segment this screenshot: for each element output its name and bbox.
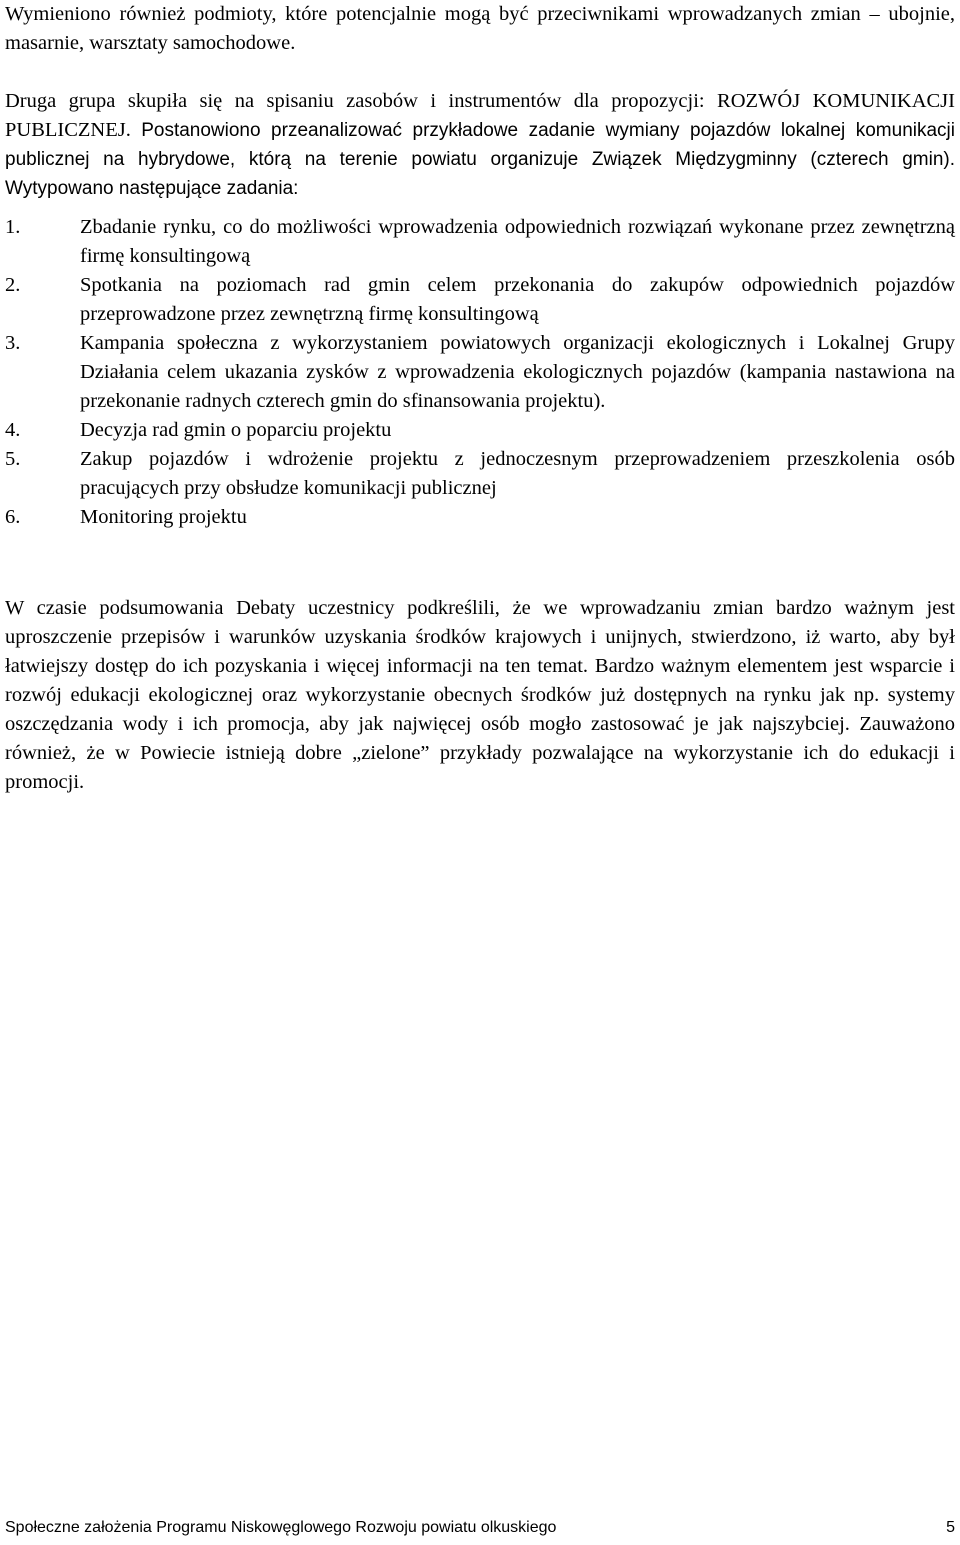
list-item xyxy=(5,416,955,445)
list-item-text: Spotkania na poziomach rad gmin celem przekonania do zakupów odpowiednich pojazdów przeprowadzone przez zewnętrzną firmę konsultingową xyxy=(80,274,955,325)
task-list xyxy=(5,213,955,532)
list-item-number: 1. xyxy=(5,216,21,238)
page-number: 5 xyxy=(946,1519,955,1536)
list-item-number: 6. xyxy=(5,506,21,528)
list-item-number: 2. xyxy=(5,274,21,296)
list-item-text: Monitoring projektu xyxy=(80,506,247,528)
paragraph-public-transport-rest: Postanowiono przeanalizować przykładowe zadanie wymiany pojazdów lokalnej komunikacji publicznej na hybrydowe, którą na terenie powiatu organizuje Związek Międzygminny (czterech gmin). Wytypowano następujące zadania: xyxy=(5,120,955,199)
paragraph-public-transport-intro: Druga grupa skupiła się na spisaniu zasobów i instrumentów dla propozycji: ROZWÓJ KOMUNIKACJI PUBLICZNEJ. xyxy=(5,90,955,141)
list-item-text: Zbadanie rynku, co do możliwości wprowadzenia odpowiednich rozwiązań wykonane przez zewnętrzną firmę konsultingową xyxy=(80,216,955,267)
paragraph-public-transport xyxy=(5,87,955,203)
list-item-text: Kampania społeczna z wykorzystaniem powiatowych organizacji ekologicznych i Lokalnej Grupy Działania celem ukazania zysków z wprowadzenia ekologicznych pojazdów (kampania nastawiona na przekonanie radnych czterech gmin do sfinansowania projektu). xyxy=(80,332,955,412)
page-footer xyxy=(5,1518,955,1538)
list-item xyxy=(5,329,955,416)
list-item-text: Decyzja rad gmin o poparciu projektu xyxy=(80,419,392,441)
list-item-text: Zakup pojazdów i wdrożenie projektu z jednoczesnym przeprowadzeniem przeszkolenia osób pracujących przy obsłudze komunikacji publicznej xyxy=(80,448,955,499)
list-item xyxy=(5,445,955,503)
list-item-number: 4. xyxy=(5,419,21,441)
list-item xyxy=(5,503,955,532)
list-item xyxy=(5,213,955,271)
document-page xyxy=(5,0,955,797)
paragraph-opponents: Wymieniono również podmioty, które potencjalnie mogą być przeciwnikami wprowadzanych zmian – ubojnie, masarnie, warsztaty samochodowe. xyxy=(5,3,955,54)
list-item xyxy=(5,271,955,329)
list-item-number: 3. xyxy=(5,332,21,354)
list-item-number: 5. xyxy=(5,448,21,470)
footer-title: Społeczne założenia Programu Niskowęglowego Rozwoju powiatu olkuskiego xyxy=(5,1519,557,1536)
paragraph-summary: W czasie podsumowania Debaty uczestnicy podkreślili, że we wprowadzaniu zmian bardzo ważnym jest uproszczenie przepisów i warunków uzyskania środków krajowych i unijnych, stwierdzono, iż warto, aby był łatwiejszy dostęp do ich pozyskania i więcej informacji na ten temat. Bardzo ważnym elementem jest wsparcie i rozwój edukacji ekologicznej oraz wykorzystanie obecnych środków już dostępnych na rynku jak np. systemy oszczędzania wody i ich promocja, aby jak najwięcej osób mogło zastosować je jak najszybciej. Zauważono również, że w Powiecie istnieją dobre „zielone” przykłady pozwalające na wykorzystanie ich do edukacji i promocji. xyxy=(5,597,955,793)
